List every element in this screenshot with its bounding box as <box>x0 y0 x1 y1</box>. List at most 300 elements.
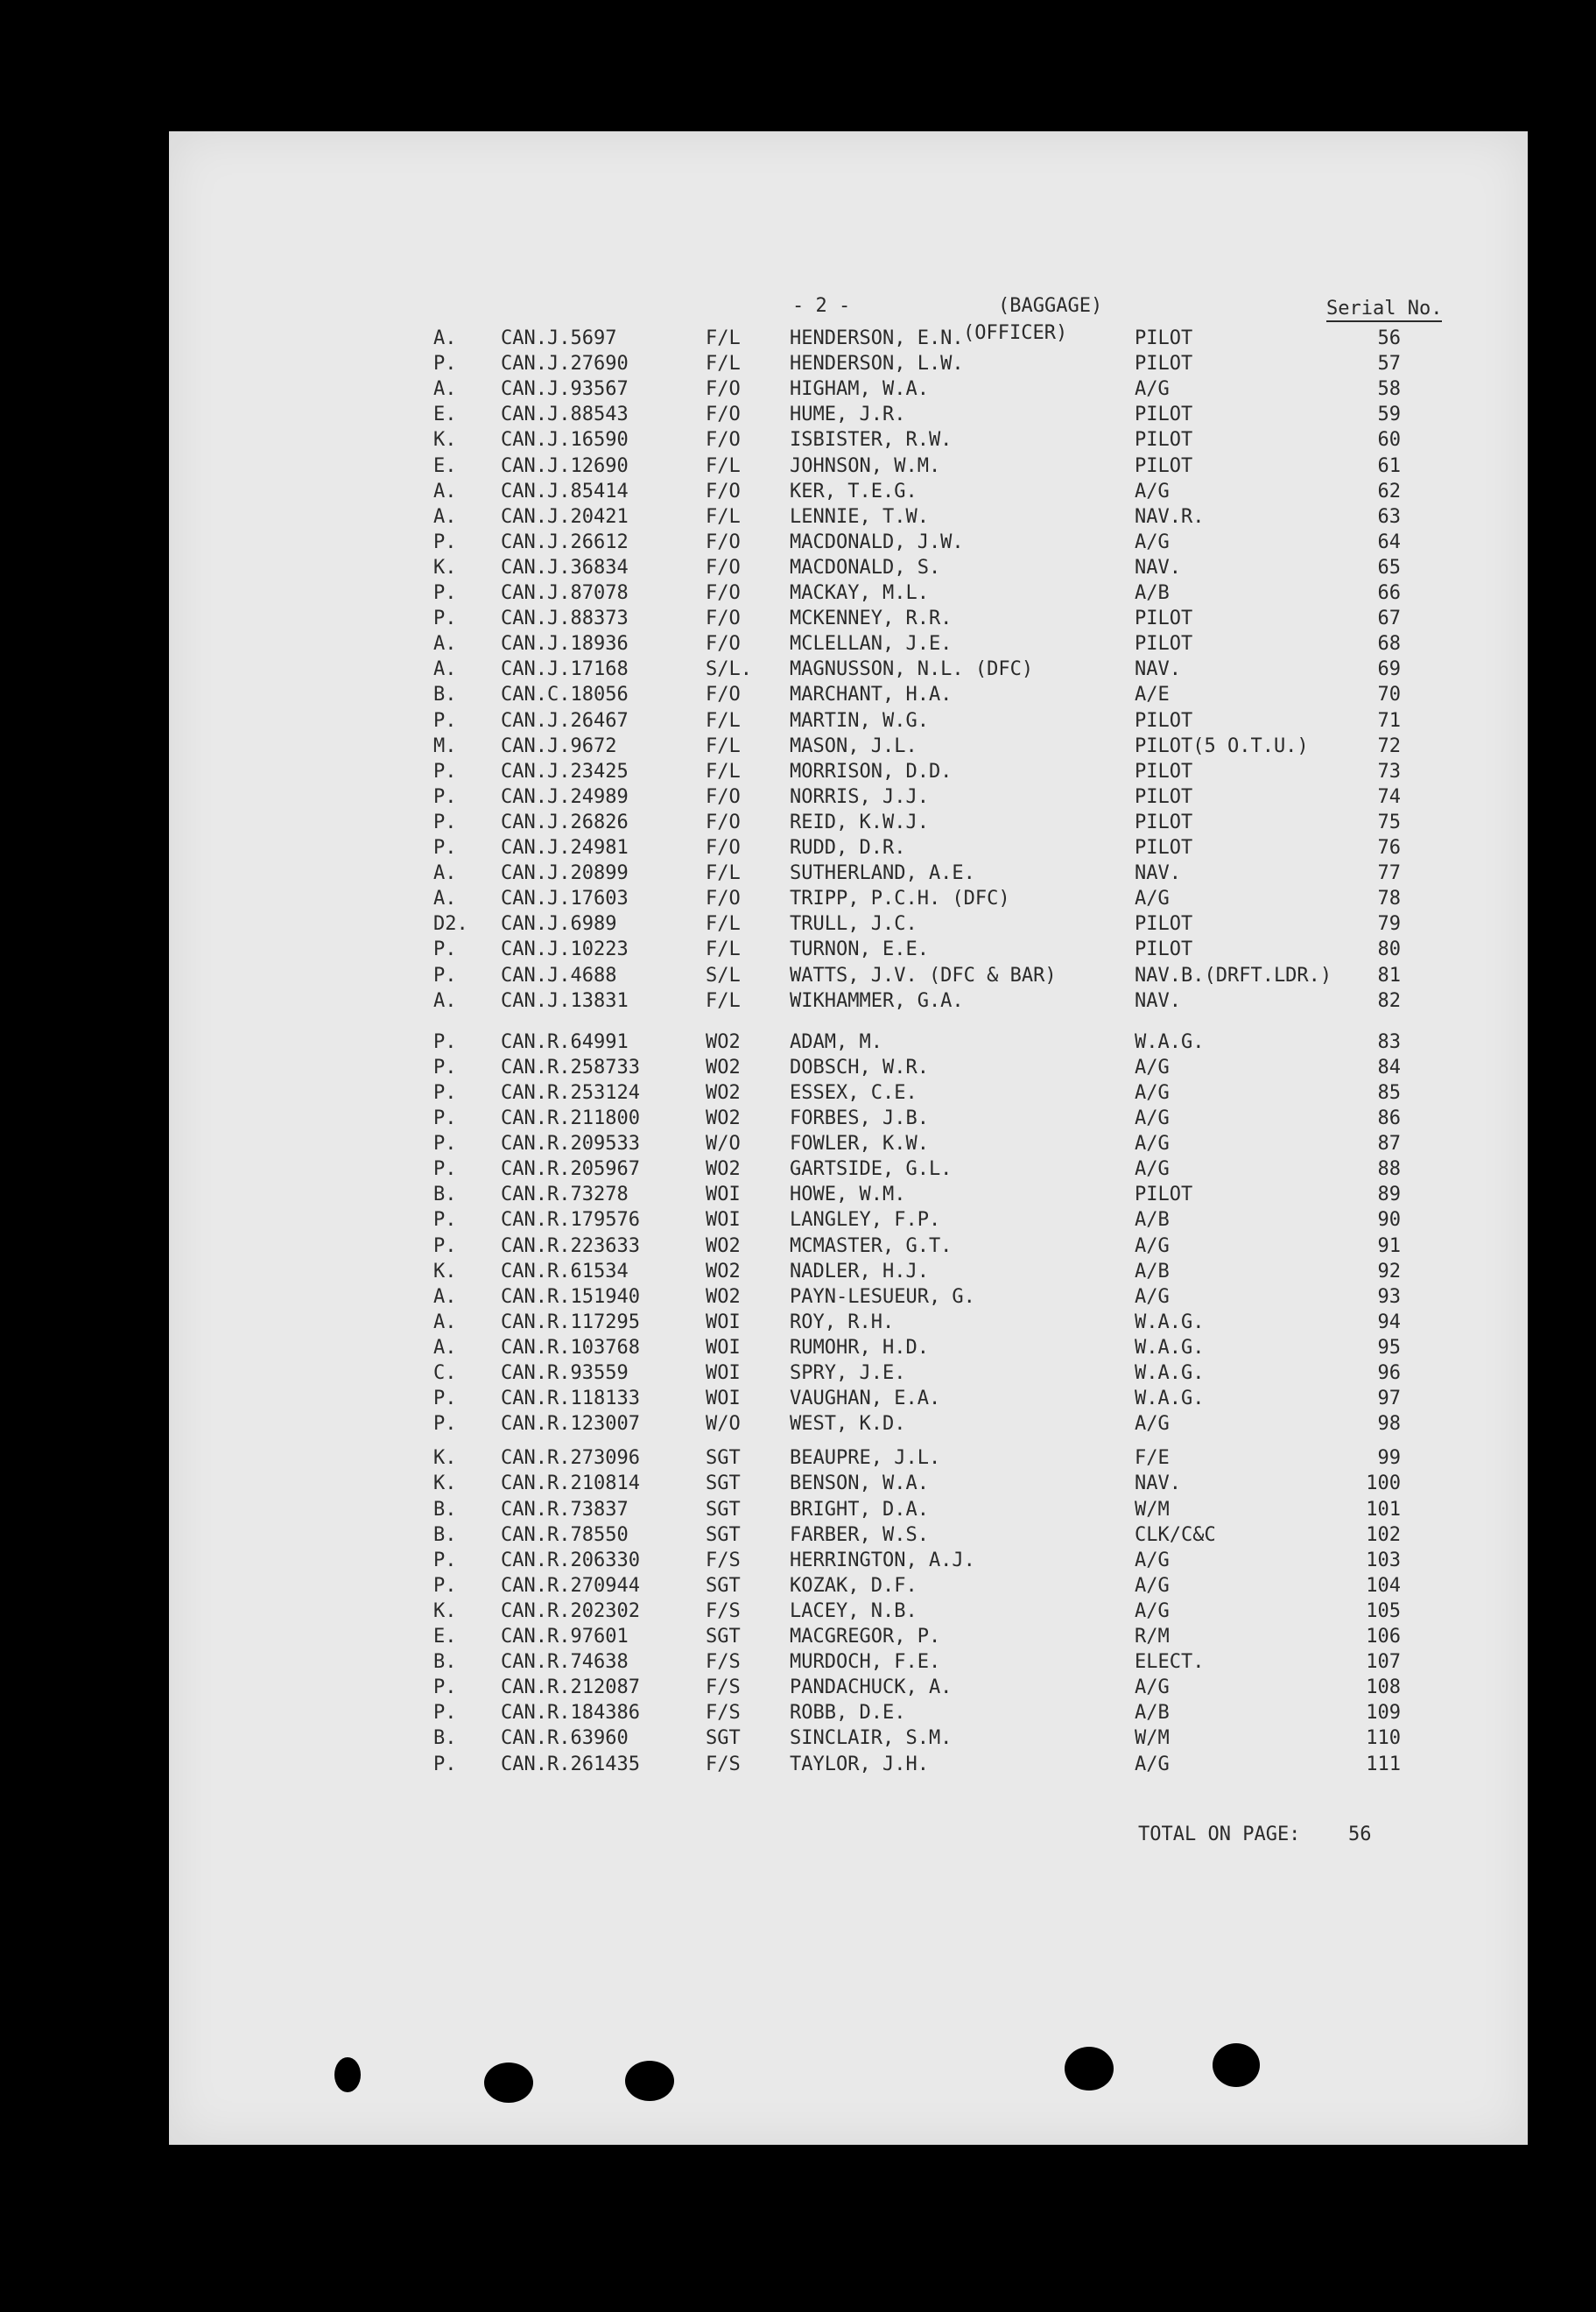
list-item <box>0 580 1596 606</box>
service-number: CAN.R.118133 <box>501 1388 640 1410</box>
list-item <box>0 1131 1596 1156</box>
service-number: CAN.J.9672 <box>501 734 617 757</box>
row-letter: A. <box>433 633 457 656</box>
name: MARTIN, W.G. <box>790 709 929 732</box>
serial-number: 56 <box>1377 327 1401 349</box>
serial-number: 108 <box>1366 1676 1401 1699</box>
row-letter: P. <box>433 811 457 833</box>
name: MCKENNEY, R.R. <box>790 608 953 630</box>
list-item <box>0 759 1596 784</box>
list-item <box>0 1360 1596 1386</box>
name: MCLELLAN, J.E. <box>790 633 953 656</box>
name: HIGHAM, W.A. <box>790 378 929 401</box>
list-item <box>0 1445 1596 1471</box>
serial-number: 93 <box>1377 1285 1401 1308</box>
list-item <box>0 1259 1596 1284</box>
duty: PILOT <box>1135 608 1193 630</box>
service-number: CAN.J.24989 <box>501 785 629 808</box>
duty: PILOT <box>1135 633 1193 656</box>
name: BENSON, W.A. <box>790 1472 929 1495</box>
list-item <box>0 708 1596 734</box>
serial-number: 90 <box>1377 1209 1401 1232</box>
list-item <box>0 1725 1596 1751</box>
service-number: CAN.R.73278 <box>501 1184 629 1206</box>
service-number: CAN.J.88373 <box>501 608 629 630</box>
rank: F/O <box>706 480 741 502</box>
list-item <box>0 1106 1596 1131</box>
serial-number: 101 <box>1366 1498 1401 1521</box>
row-letter: P. <box>433 1702 457 1725</box>
rank: WO2 <box>706 1107 741 1129</box>
list-item <box>0 376 1596 402</box>
list-item <box>0 861 1596 886</box>
name: TRIPP, P.C.H. (DFC) <box>790 888 1010 910</box>
name: MARCHANT, H.A. <box>790 684 953 706</box>
duty: A/G <box>1135 378 1170 401</box>
service-number: CAN.R.123007 <box>501 1413 640 1436</box>
rank: WOI <box>706 1311 741 1333</box>
row-letter: P. <box>433 785 457 808</box>
service-number: CAN.R.117295 <box>501 1311 640 1333</box>
service-number: CAN.R.61534 <box>501 1260 629 1282</box>
service-number: CAN.J.87078 <box>501 582 629 604</box>
list-item <box>0 427 1596 453</box>
service-number: CAN.J.27690 <box>501 353 629 376</box>
serial-number: 88 <box>1377 1158 1401 1181</box>
row-letter: P. <box>433 1030 457 1053</box>
duty: PILOT <box>1135 454 1193 477</box>
duty: PILOT <box>1135 913 1193 936</box>
row-letter: P. <box>433 1107 457 1129</box>
rank: W/O <box>706 1413 741 1436</box>
name: SPRY, J.E. <box>790 1362 906 1384</box>
rank: F/L <box>706 862 741 885</box>
duty: W.A.G. <box>1135 1030 1205 1053</box>
page-number: - 2 - <box>792 295 851 317</box>
serial-number: 83 <box>1377 1030 1401 1053</box>
duty: NAV. <box>1135 556 1181 579</box>
duty: A/G <box>1135 1413 1170 1436</box>
rank: WOI <box>706 1184 741 1206</box>
row-letter: M. <box>433 734 457 757</box>
service-number: CAN.R.205967 <box>501 1158 640 1181</box>
name: TAYLOR, J.H. <box>790 1753 929 1775</box>
serial-number: 63 <box>1377 505 1401 528</box>
serial-number: 92 <box>1377 1260 1401 1282</box>
serial-number: 111 <box>1366 1753 1401 1775</box>
rank: F/O <box>706 684 741 706</box>
serial-number: 75 <box>1377 811 1401 833</box>
row-letter: A. <box>433 1285 457 1308</box>
row-letter: K. <box>433 1447 457 1470</box>
name: PANDACHUCK, A. <box>790 1676 953 1699</box>
list-item <box>0 1411 1596 1437</box>
rank: WO2 <box>706 1260 741 1282</box>
serial-number: 74 <box>1377 785 1401 808</box>
rank: S/L <box>706 964 741 987</box>
duty: A/G <box>1135 1599 1170 1622</box>
list-item <box>0 1752 1596 1777</box>
rank: F/O <box>706 556 741 579</box>
serial-number: 60 <box>1377 429 1401 452</box>
service-number: CAN.R.179576 <box>501 1209 640 1232</box>
name: REID, K.W.J. <box>790 811 929 833</box>
row-letter: P. <box>433 837 457 859</box>
service-number: CAN.J.4688 <box>501 964 617 987</box>
list-item <box>0 810 1596 835</box>
serial-number: 97 <box>1377 1388 1401 1410</box>
rank: F/O <box>706 429 741 452</box>
service-number: CAN.J.26826 <box>501 811 629 833</box>
serial-number: 102 <box>1366 1523 1401 1546</box>
service-number: CAN.J.20899 <box>501 862 629 885</box>
service-number: CAN.J.26467 <box>501 709 629 732</box>
rank: F/L <box>706 327 741 349</box>
list-item <box>0 1156 1596 1182</box>
row-letter: K. <box>433 1472 457 1495</box>
row-letter: A. <box>433 1311 457 1333</box>
serial-number: 69 <box>1377 658 1401 681</box>
service-number: CAN.R.151940 <box>501 1285 640 1308</box>
list-item <box>0 453 1596 479</box>
list-item <box>0 555 1596 580</box>
rank: WO2 <box>706 1056 741 1079</box>
list-item <box>0 784 1596 810</box>
row-letter: A. <box>433 480 457 502</box>
list-item <box>0 682 1596 707</box>
name: MACGREGOR, P. <box>790 1626 941 1648</box>
name: JOHNSON, W.M. <box>790 454 941 477</box>
list-item <box>0 1335 1596 1360</box>
list-item <box>0 1700 1596 1725</box>
serial-number: 104 <box>1366 1574 1401 1597</box>
rank: SGT <box>706 1727 741 1750</box>
list-item <box>0 1182 1596 1207</box>
rank: F/S <box>706 1599 741 1622</box>
list-item <box>0 734 1596 759</box>
service-number: CAN.R.74638 <box>501 1651 629 1674</box>
duty: NAV. <box>1135 862 1181 885</box>
list-item <box>0 835 1596 861</box>
serial-number: 70 <box>1377 684 1401 706</box>
serial-number-heading: Serial No. <box>1326 298 1442 322</box>
rank: F/S <box>706 1753 741 1775</box>
rank: S/L. <box>706 658 752 681</box>
list-item <box>0 1573 1596 1599</box>
row-letter: P. <box>433 1388 457 1410</box>
name: LACEY, N.B. <box>790 1599 918 1622</box>
row-letter: B. <box>433 1498 457 1521</box>
list-item <box>0 1386 1596 1411</box>
service-number: CAN.J.85414 <box>501 480 629 502</box>
duty: A/G <box>1135 1234 1170 1257</box>
name: HOWE, W.M. <box>790 1184 906 1206</box>
name: RUMOHR, H.D. <box>790 1336 929 1359</box>
row-letter: E. <box>433 454 457 477</box>
serial-number: 89 <box>1377 1184 1401 1206</box>
rank: F/S <box>706 1702 741 1725</box>
service-number: CAN.R.78550 <box>501 1523 629 1546</box>
duty: A/B <box>1135 1702 1170 1725</box>
name: MACKAY, M.L. <box>790 582 929 604</box>
duty: W.A.G. <box>1135 1336 1205 1359</box>
list-item <box>0 1030 1596 1055</box>
list-item <box>0 479 1596 504</box>
serial-number: 72 <box>1377 734 1401 757</box>
duty: A/G <box>1135 1574 1170 1597</box>
name: ADAM, M. <box>790 1030 882 1053</box>
rank: F/O <box>706 633 741 656</box>
list-item <box>0 1233 1596 1259</box>
service-number: CAN.R.212087 <box>501 1676 640 1699</box>
row-letter: A. <box>433 327 457 349</box>
row-letter: P. <box>433 1081 457 1104</box>
list-item <box>0 1080 1596 1106</box>
serial-number: 98 <box>1377 1413 1401 1436</box>
serial-number: 87 <box>1377 1133 1401 1156</box>
row-letter: P. <box>433 582 457 604</box>
list-item <box>0 504 1596 530</box>
rank: F/S <box>706 1651 741 1674</box>
duty: W/M <box>1135 1498 1170 1521</box>
duty: PILOT <box>1135 404 1193 426</box>
row-letter: P. <box>433 531 457 553</box>
serial-number: 110 <box>1366 1727 1401 1750</box>
row-letter: P. <box>433 1753 457 1775</box>
name: ROY, R.H. <box>790 1311 895 1333</box>
duty: PILOT(5 O.T.U.) <box>1135 734 1309 757</box>
serial-number: 84 <box>1377 1056 1401 1079</box>
duty: A/G <box>1135 1133 1170 1156</box>
name: WEST, K.D. <box>790 1413 906 1436</box>
service-number: CAN.R.206330 <box>501 1549 640 1571</box>
serial-number: 80 <box>1377 938 1401 961</box>
rank: F/L <box>706 353 741 376</box>
list-item <box>0 606 1596 631</box>
serial-number: 100 <box>1366 1472 1401 1495</box>
service-number: CAN.R.273096 <box>501 1447 640 1470</box>
officer-heading: (OFFICER) <box>963 322 1068 344</box>
row-letter: P. <box>433 1133 457 1156</box>
name: TURNON, E.E. <box>790 938 929 961</box>
duty: CLK/C&C <box>1135 1523 1216 1546</box>
service-number: CAN.R.93559 <box>501 1362 629 1384</box>
duty: A/G <box>1135 1081 1170 1104</box>
serial-number: 76 <box>1377 837 1401 859</box>
rank: F/L <box>706 734 741 757</box>
name: WATTS, J.V. (DFC & BAR) <box>790 964 1057 987</box>
list-item <box>0 1522 1596 1548</box>
duty: R/M <box>1135 1626 1170 1648</box>
duty: A/G <box>1135 1107 1170 1129</box>
duty: NAV. <box>1135 1472 1181 1495</box>
name: MORRISON, D.D. <box>790 760 953 783</box>
duty: PILOT <box>1135 785 1193 808</box>
rank: F/O <box>706 811 741 833</box>
punch-hole <box>484 2063 533 2103</box>
list-item <box>0 911 1596 937</box>
rank: F/O <box>706 531 741 553</box>
row-letter: P. <box>433 760 457 783</box>
serial-number: 94 <box>1377 1311 1401 1333</box>
serial-number: 59 <box>1377 404 1401 426</box>
row-letter: K. <box>433 429 457 452</box>
rank: F/S <box>706 1549 741 1571</box>
serial-number: 79 <box>1377 913 1401 936</box>
serial-number: 61 <box>1377 454 1401 477</box>
duty: A/G <box>1135 1753 1170 1775</box>
rank: WOI <box>706 1362 741 1384</box>
list-item <box>0 1548 1596 1573</box>
service-number: CAN.R.209533 <box>501 1133 640 1156</box>
rank: WOI <box>706 1209 741 1232</box>
row-letter: K. <box>433 1599 457 1622</box>
duty: PILOT <box>1135 327 1193 349</box>
row-letter: A. <box>433 888 457 910</box>
row-letter: P. <box>433 1413 457 1436</box>
rank: F/L <box>706 454 741 477</box>
row-letter: K. <box>433 556 457 579</box>
name: HUME, J.R. <box>790 404 906 426</box>
service-number: CAN.R.184386 <box>501 1702 640 1725</box>
serial-number: 65 <box>1377 556 1401 579</box>
name: MACDONALD, J.W. <box>790 531 964 553</box>
service-number: CAN.R.63960 <box>501 1727 629 1750</box>
service-number: CAN.R.73837 <box>501 1498 629 1521</box>
name: NORRIS, J.J. <box>790 785 929 808</box>
serial-number: 77 <box>1377 862 1401 885</box>
list-item <box>0 1284 1596 1310</box>
service-number: CAN.J.12690 <box>501 454 629 477</box>
row-letter: E. <box>433 404 457 426</box>
total-on-page-value: 56 <box>1348 1824 1372 1845</box>
duty: A/B <box>1135 1260 1170 1282</box>
service-number: CAN.R.253124 <box>501 1081 640 1104</box>
serial-number: 62 <box>1377 480 1401 502</box>
service-number: CAN.J.10223 <box>501 938 629 961</box>
service-number: CAN.J.23425 <box>501 760 629 783</box>
service-number: CAN.R.211800 <box>501 1107 640 1129</box>
rank: WOI <box>706 1336 741 1359</box>
row-letter: A. <box>433 658 457 681</box>
name: MCMASTER, G.T. <box>790 1234 953 1257</box>
row-letter: B. <box>433 1651 457 1674</box>
name: DOBSCH, W.R. <box>790 1056 929 1079</box>
rank: SGT <box>706 1472 741 1495</box>
rank: F/O <box>706 888 741 910</box>
rank: WO2 <box>706 1285 741 1308</box>
rank: SGT <box>706 1447 741 1470</box>
name: HENDERSON, E.N. <box>790 327 964 349</box>
serial-number: 91 <box>1377 1234 1401 1257</box>
row-letter: P. <box>433 1056 457 1079</box>
name: LANGLEY, F.P. <box>790 1209 941 1232</box>
duty: A/G <box>1135 1158 1170 1181</box>
name: FARBER, W.S. <box>790 1523 929 1546</box>
duty: A/B <box>1135 582 1170 604</box>
rank: SGT <box>706 1523 741 1546</box>
list-item <box>0 1310 1596 1335</box>
duty: PILOT <box>1135 837 1193 859</box>
row-letter: B. <box>433 1727 457 1750</box>
duty: W.A.G. <box>1135 1311 1205 1333</box>
serial-number: 86 <box>1377 1107 1401 1129</box>
duty: PILOT <box>1135 1184 1193 1206</box>
serial-number: 82 <box>1377 989 1401 1012</box>
row-letter: P. <box>433 1574 457 1597</box>
row-letter: P. <box>433 1158 457 1181</box>
name: ROBB, D.E. <box>790 1702 906 1725</box>
duty: A/B <box>1135 1209 1170 1232</box>
serial-number: 58 <box>1377 378 1401 401</box>
serial-number: 64 <box>1377 531 1401 553</box>
serial-number: 85 <box>1377 1081 1401 1104</box>
list-item <box>0 351 1596 376</box>
name: KER, T.E.G. <box>790 480 918 502</box>
serial-number: 106 <box>1366 1626 1401 1648</box>
serial-number: 95 <box>1377 1336 1401 1359</box>
duty: PILOT <box>1135 353 1193 376</box>
rank: SGT <box>706 1498 741 1521</box>
row-letter: P. <box>433 1234 457 1257</box>
name: LENNIE, T.W. <box>790 505 929 528</box>
list-item <box>0 326 1596 351</box>
name: GARTSIDE, G.L. <box>790 1158 953 1181</box>
row-letter: B. <box>433 1523 457 1546</box>
service-number: CAN.J.88543 <box>501 404 629 426</box>
list-item <box>0 530 1596 555</box>
service-number: CAN.R.202302 <box>501 1599 640 1622</box>
rank: F/O <box>706 404 741 426</box>
list-item <box>0 402 1596 427</box>
rank: F/O <box>706 837 741 859</box>
rank: F/S <box>706 1676 741 1699</box>
name: KOZAK, D.F. <box>790 1574 918 1597</box>
row-letter: P. <box>433 964 457 987</box>
list-item <box>0 1624 1596 1649</box>
duty: NAV. <box>1135 658 1181 681</box>
duty: PILOT <box>1135 709 1193 732</box>
row-letter: P. <box>433 1209 457 1232</box>
row-letter: C. <box>433 1362 457 1384</box>
name: MACDONALD, S. <box>790 556 941 579</box>
punch-hole <box>1065 2047 1114 2091</box>
rank: WOI <box>706 1388 741 1410</box>
serial-number: 66 <box>1377 582 1401 604</box>
service-number: CAN.J.17603 <box>501 888 629 910</box>
duty: NAV. <box>1135 989 1181 1012</box>
service-number: CAN.R.223633 <box>501 1234 640 1257</box>
name: VAUGHAN, E.A. <box>790 1388 941 1410</box>
list-item <box>0 1599 1596 1624</box>
rank: WO2 <box>706 1030 741 1053</box>
serial-number: 57 <box>1377 353 1401 376</box>
serial-number: 109 <box>1366 1702 1401 1725</box>
duty: A/G <box>1135 1676 1170 1699</box>
duty: A/G <box>1135 888 1170 910</box>
baggage-heading: (BAGGAGE) <box>998 295 1103 317</box>
rank: F/O <box>706 582 741 604</box>
duty: A/E <box>1135 684 1170 706</box>
service-number: CAN.R.64991 <box>501 1030 629 1053</box>
row-letter: P. <box>433 353 457 376</box>
service-number: CAN.J.36834 <box>501 556 629 579</box>
row-letter: A. <box>433 505 457 528</box>
name: FORBES, J.B. <box>790 1107 929 1129</box>
name: PAYN-LESUEUR, G. <box>790 1285 975 1308</box>
rank: F/L <box>706 709 741 732</box>
duty: NAV.B.(DRFT.LDR.) <box>1135 964 1332 987</box>
